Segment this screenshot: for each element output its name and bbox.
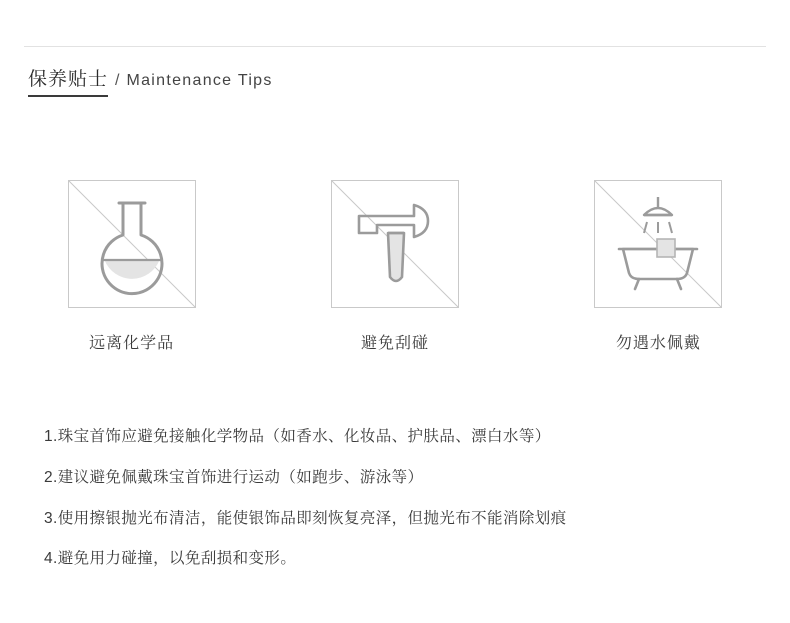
header-divider [24, 46, 766, 47]
icon-cell-chemicals [0, 180, 263, 353]
shower-bathtub-icon [594, 180, 722, 308]
list-item: 1.珠宝首饰应避免接触化学物品（如香水、化妆品、护肤品、漂白水等） [44, 428, 551, 445]
icon-caption-scratch: 避免刮碰 [360, 335, 429, 352]
icon-caption-water: 勿遇水佩戴 [615, 335, 701, 352]
icon-caption-chemicals: 远离化学品 [89, 335, 175, 352]
page-title [28, 70, 273, 97]
icon-cell-water [527, 180, 790, 353]
page-title-separator: / [115, 72, 120, 89]
page-title-en: Maintenance Tips [126, 72, 273, 89]
list-item: 3.使用擦银抛光布清洁，能使银饰品即刻恢复亮泽，但抛光布不能消除划痕 [44, 509, 567, 527]
hammer-icon [331, 180, 459, 308]
page-title-cn: 保养贴士 [28, 70, 108, 97]
tips-list [44, 425, 744, 588]
list-item: 4.避免用力碰撞，以免刮损和变形。 [44, 550, 297, 568]
icon-cell-scratch [263, 180, 526, 353]
icon-row [0, 180, 790, 353]
flask-icon [68, 180, 196, 308]
list-item: 2.建议避免佩戴珠宝首饰进行运动（如跑步、游泳等） [44, 468, 424, 486]
